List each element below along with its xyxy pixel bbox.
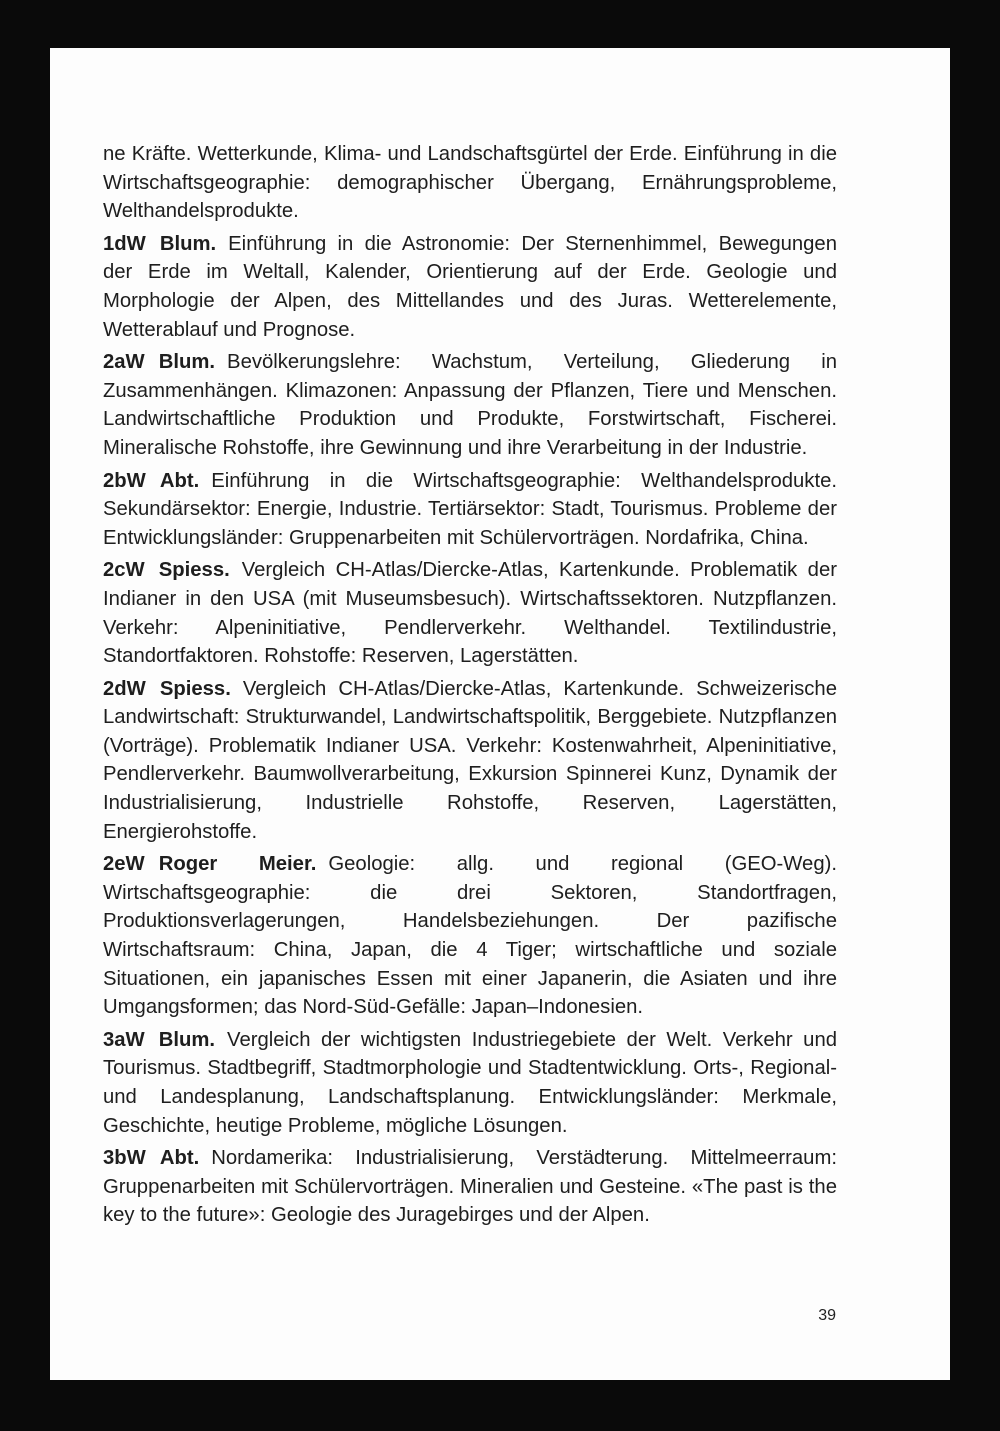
course-entry bbox=[103, 556, 837, 670]
class-code: 3bW bbox=[103, 1147, 146, 1170]
course-description: Vergleich CH-Atlas/Diercke-Atlas, Kartenkunde. Problematik der Indianer in den USA (mit Museumsbesuch). Wirtschaftssektoren. Nutzpflanzen. Verkehr: Alpeninitiative, Pendlerverkehr. Welthandel. Textilindustrie, Standortfaktoren. Rohstoffe: Reserven, Lagerstätten. bbox=[103, 559, 837, 668]
page-content bbox=[103, 140, 837, 1234]
course-entries bbox=[103, 230, 837, 1230]
teacher-name: Abt. bbox=[159, 1147, 200, 1170]
class-code: 2cW bbox=[103, 559, 145, 582]
teacher-name: Blum. bbox=[158, 351, 216, 374]
course-entry bbox=[103, 230, 837, 344]
course-entry bbox=[103, 675, 837, 847]
class-code: 2eW bbox=[103, 853, 145, 876]
teacher-name: Blum. bbox=[159, 232, 217, 255]
teacher-name: Spiess. bbox=[158, 559, 230, 582]
teacher-name: Roger Meier. bbox=[158, 853, 317, 876]
class-code: 2bW bbox=[103, 469, 146, 492]
teacher-name: Spiess. bbox=[159, 677, 231, 700]
class-code: 3aW bbox=[103, 1028, 145, 1051]
teacher-name: Abt. bbox=[159, 469, 200, 492]
course-description: Vergleich CH-Atlas/Diercke-Atlas, Kartenkunde. Schweizerische Landwirtschaft: Strukturwandel, Landwirtschaftspolitik, Berggebiete. Nutzpflanzen (Vorträge). Problematik Indianer USA. Verkehr: Kostenwahrheit, Alpeninitiative, Pendlerverkehr. Baumwollverarbeitung, Exkursion Spinnerei Kunz, Dynamik der Industrialisierung, Industrielle Rohstoffe, Reserven, Lagerstätten, Energierohstoffe. bbox=[103, 677, 837, 843]
intro-paragraph: ne Kräfte. Wetterkunde, Klima- und Landschaftsgürtel der Erde. Einführung in die Wirtschaftsgeographie: demographischer Übergang, Ernährungsprobleme, Welthandelsprodukte. bbox=[103, 143, 837, 223]
course-description: Vergleich der wichtigsten Industriegebiete der Welt. Verkehr und Tourismus. Stadtbegriff, Stadtmorphologie und Stadtentwicklung. Orts-, Regional- und Landesplanung, Landschaftsplanung. Entwicklungsländer: Merkmale, Geschichte, heutige Probleme, mögliche Lösungen. bbox=[103, 1028, 837, 1137]
class-code: 2aW bbox=[103, 351, 145, 374]
course-entry bbox=[103, 850, 837, 1022]
course-entry bbox=[103, 348, 837, 462]
course-entry bbox=[103, 1144, 837, 1230]
document-page bbox=[50, 48, 950, 1380]
class-code: 1dW bbox=[103, 232, 146, 255]
course-description: Geologie: allg. und regional (GEO-Weg). Wirtschaftsgeographie: die drei Sektoren, Standortfragen, Produktionsverlagerungen, Handelsbeziehungen. Der pazifische Wirtschaftsraum: China, Japan, die 4 Tiger; wirtschaftliche und soziale Situationen, ein japanisches Essen mit einer Japanerin, die Asiaten und ihre Umgangsformen; das Nord-Süd-Gefälle: Japan–Indonesien. bbox=[103, 853, 837, 1019]
course-description: Einführung in die Astronomie: Der Sternenhimmel, Bewegungen der Erde im Weltall, Kalender, Orientierung auf der Erde. Geologie und Morphologie der Alpen, des Mittellandes und des Juras. Wetterelemente, Wetterablauf und Prognose. bbox=[103, 232, 837, 341]
course-entry bbox=[103, 1026, 837, 1140]
course-entry bbox=[103, 467, 837, 553]
teacher-name: Blum. bbox=[158, 1028, 216, 1051]
course-description: Nordamerika: Industrialisierung, Verstädterung. Mittelmeerraum: Gruppenarbeiten mit Schülervorträgen. Mineralien und Gesteine. «The past is the key to the future»: Geologie des Juragebirges und der Alpen. bbox=[103, 1147, 837, 1227]
course-description: Bevölkerungslehre: Wachstum, Verteilung, Gliederung in Zusammenhängen. Klimazonen: Anpassung der Pflanzen, Tiere und Menschen. Landwirtschaftliche Produktion und Produkte, Forstwirtschaft, Fischerei. Mineralische Rohstoffe, ihre Gewinnung und ihre Verarbeitung in der Industrie. bbox=[103, 351, 837, 459]
course-description: Einführung in die Wirtschaftsgeographie: Welthandelsprodukte. Sekundärsektor: Energie, Industrie. Tertiärsektor: Stadt, Tourismus. Probleme der Entwicklungsländer: Gruppenarbeiten mit Schülervorträgen. Nordafrika, China. bbox=[103, 469, 837, 549]
page-number: 39 bbox=[818, 1307, 836, 1324]
class-code: 2dW bbox=[103, 677, 146, 700]
